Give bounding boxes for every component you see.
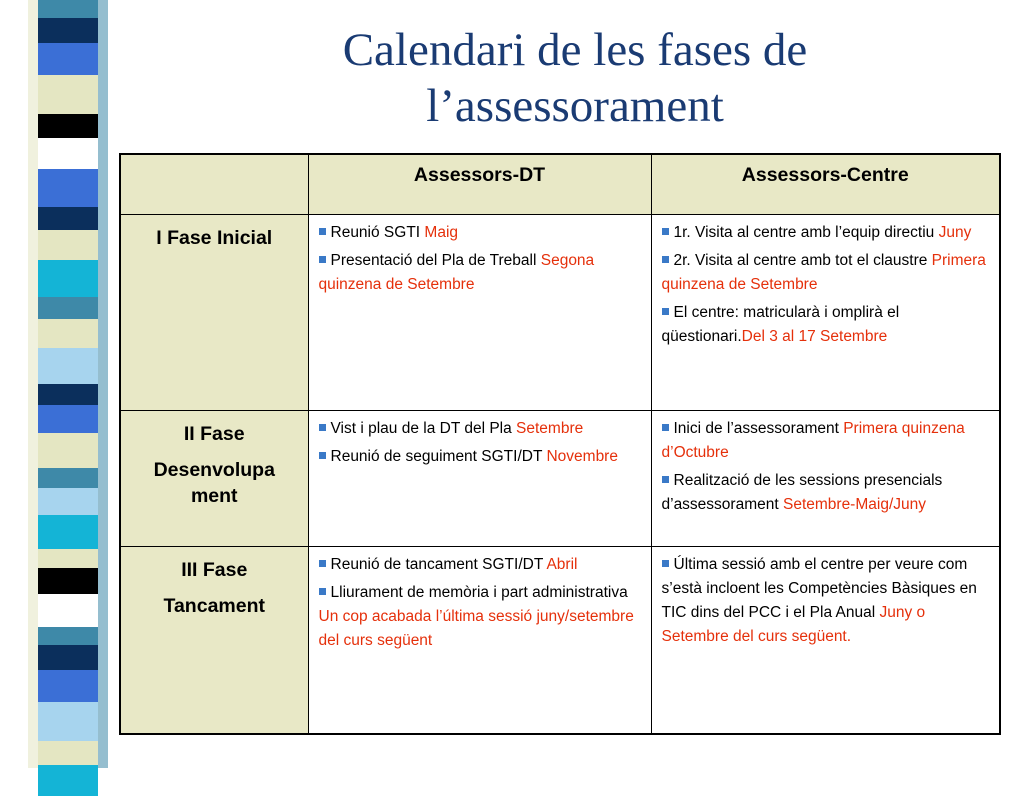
row-fase-tancament: [120, 546, 1000, 734]
strip-band: [38, 138, 98, 169]
bullet-icon: [662, 256, 669, 263]
strip-band: [38, 433, 98, 468]
dt-cell: [308, 214, 651, 410]
centre-cell: [651, 410, 1000, 546]
list-item: Vist i plau de la DT del Pla Setembre: [319, 417, 641, 441]
strip-band: [38, 75, 98, 114]
strip-band: [38, 114, 98, 138]
strip-band: [38, 230, 98, 260]
bullet-icon: [662, 308, 669, 315]
bullet-icon: [319, 256, 326, 263]
phase-label: III Fase: [181, 558, 248, 581]
phase-sublabel: Desenvolupa ment: [153, 458, 275, 507]
phase-cell: [120, 410, 308, 546]
strip-band: [38, 627, 98, 645]
strip-band: [38, 319, 98, 348]
centre-cell: [651, 214, 1000, 410]
list-item: Reunió SGTI Maig: [319, 221, 641, 245]
phase-sublabel: Tancament: [163, 594, 265, 617]
strip-band: [38, 645, 98, 670]
phase-label: I Fase Inicial: [156, 226, 273, 249]
bullet-icon: [662, 476, 669, 483]
strip-band: [38, 670, 98, 702]
phase-cell: [120, 214, 308, 410]
strip-band: [38, 741, 98, 765]
slide-title: [150, 22, 1000, 134]
strip-band: [38, 348, 98, 384]
centre-cell: [651, 546, 1000, 734]
strip-band: [38, 594, 98, 627]
list-item: Realització de les sessions presencials d’assessorament Setembre-Maig/Juny: [661, 471, 943, 513]
strip-band: [38, 384, 98, 405]
bullet-icon: [319, 228, 326, 235]
list-item: Presentació del Pla de Treball Segona quinzena de Setembre: [318, 251, 595, 293]
list-item: 1r. Visita al centre amb l’equip directiu Juny: [662, 221, 990, 245]
decorative-color-strip: [0, 0, 120, 768]
list-item: Reunió de tancament SGTI/DT Abril: [319, 553, 641, 577]
strip-band: [38, 702, 98, 741]
row-fase-inicial: [120, 214, 1000, 410]
dt-cell: [308, 546, 651, 734]
strip-band: [38, 549, 98, 568]
phase-cell: [120, 546, 308, 734]
strip-band: [38, 515, 98, 549]
strip-band: [38, 568, 98, 594]
strip-band: [38, 468, 98, 488]
list-item: Última sessió amb el centre per veure com s’està incloent les Competències Bàsiques en TIC dins del PCC i el Pla Anual Juny o Setembre del curs següent.: [661, 555, 977, 645]
list-item: Inici de l’assessorament Primera quinzena d’Octubre: [661, 419, 965, 461]
strip-band: [38, 297, 98, 319]
bullet-icon: [662, 228, 669, 235]
strip-band: [38, 169, 98, 207]
strip-band: [38, 488, 98, 515]
phases-table: [119, 153, 1001, 735]
strip-band: [38, 207, 98, 230]
strip-accent: [98, 0, 108, 768]
list-item: Reunió de seguiment SGTI/DT Novembre: [319, 445, 641, 469]
list-item: El centre: matricularà i omplirà el qüestionari.Del 3 al 17 Setembre: [661, 303, 900, 345]
strip-band: [38, 18, 98, 43]
bullet-icon: [662, 424, 669, 431]
list-item: Lliurament de memòria i part administrativa Un cop acabada l’última sessió juny/setembre del curs següent: [318, 583, 634, 649]
header-empty: [120, 154, 308, 214]
row-fase-desenvolupament: [120, 410, 1000, 546]
bullet-icon: [319, 560, 326, 567]
strip-accent: [28, 0, 38, 768]
bullet-icon: [319, 424, 326, 431]
header-assessors-dt: Assessors-DT: [308, 154, 651, 214]
title-line-1: Calendari de les fases de: [342, 24, 808, 76]
bullet-icon: [662, 560, 669, 567]
header-assessors-centre: Assessors-Centre: [651, 154, 1000, 214]
phase-label: II Fase: [183, 422, 245, 445]
header-row: [120, 154, 1000, 214]
strip-band: [38, 0, 98, 18]
bullet-icon: [319, 452, 326, 459]
strip-band: [38, 405, 98, 433]
strip-band: [38, 260, 98, 297]
title-line-2: l’assessorament: [426, 80, 724, 132]
strip-band: [38, 765, 98, 796]
list-item: 2r. Visita al centre amb tot el claustre Primera quinzena de Setembre: [661, 251, 986, 293]
dt-cell: [308, 410, 651, 546]
strip-band: [38, 43, 98, 75]
bullet-icon: [319, 588, 326, 595]
